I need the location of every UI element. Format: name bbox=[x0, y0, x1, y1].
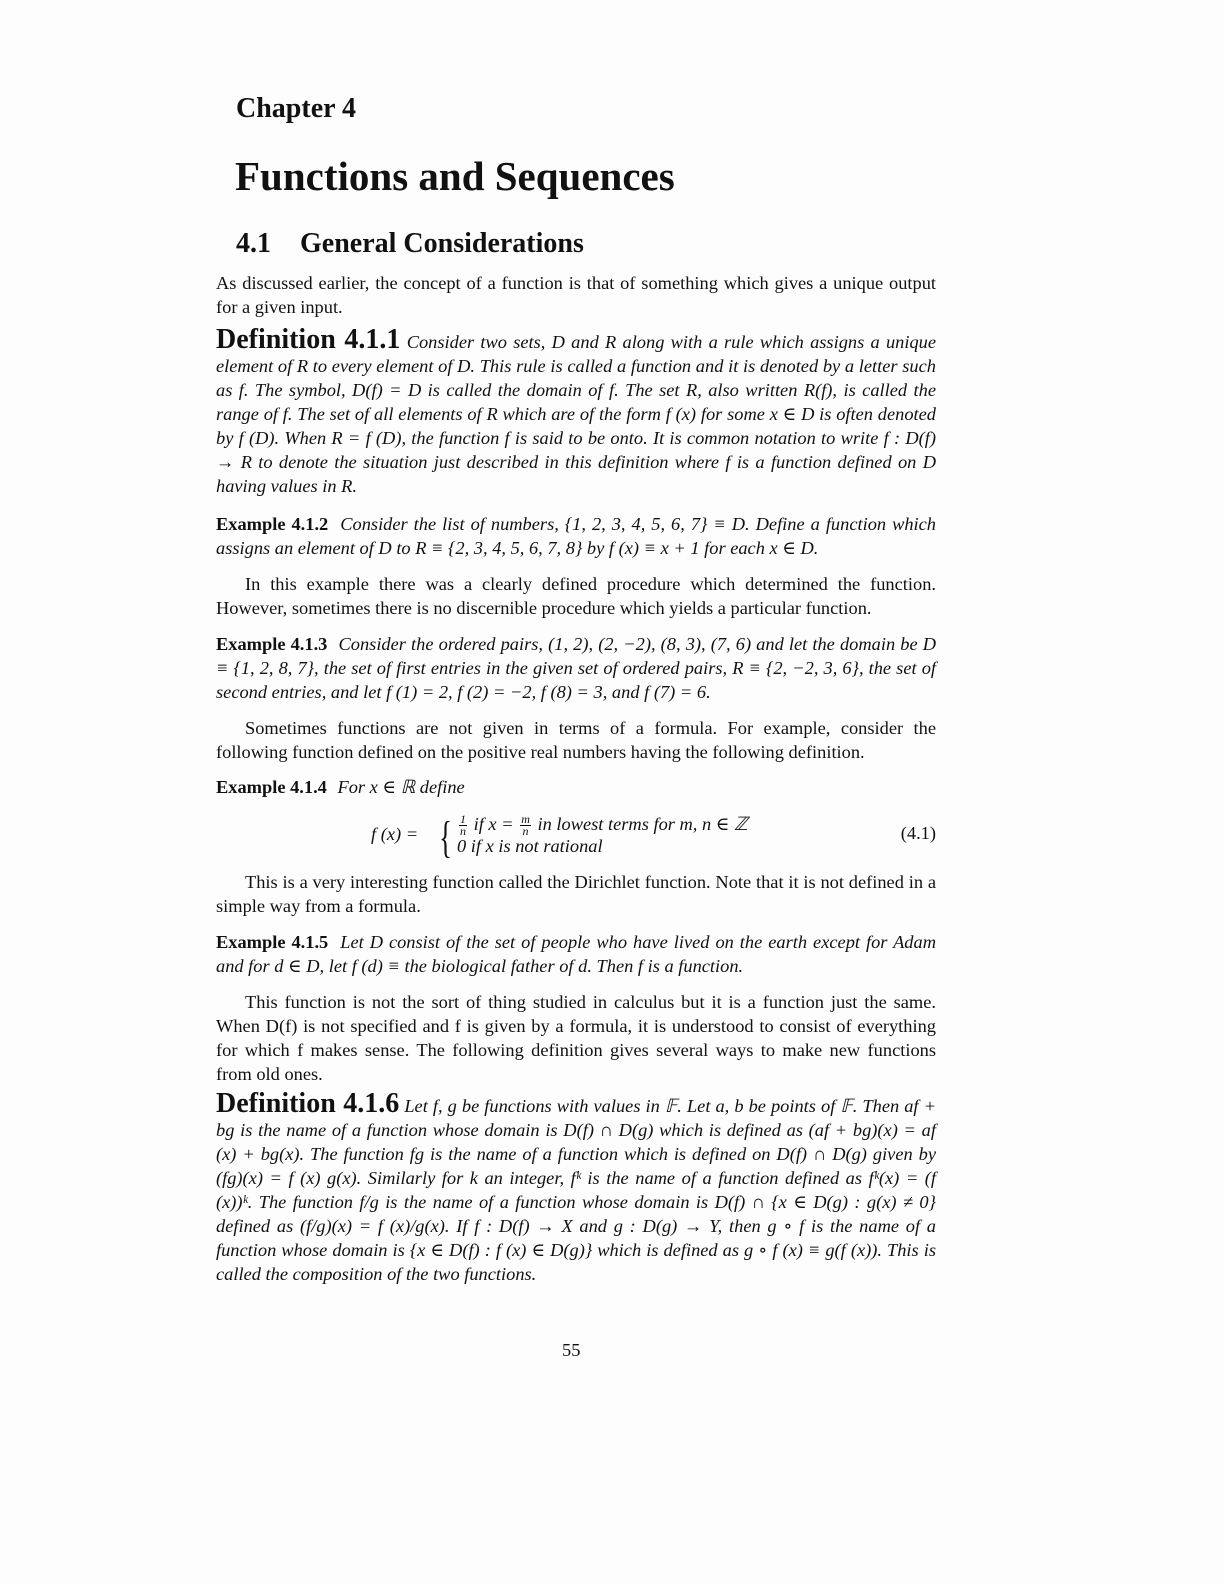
fraction bbox=[459, 814, 467, 837]
example-4-1-3 bbox=[216, 632, 936, 704]
chapter-label: Chapter 4 bbox=[236, 93, 357, 124]
paragraph: In this example there was a clearly defined procedure which determined the function. However, sometimes there is no discernible procedure which yields a particular function. bbox=[216, 574, 936, 618]
section-title: General Considerations bbox=[300, 228, 584, 259]
definition-heading: Definition 4.1.6 bbox=[216, 1088, 400, 1119]
example-body: Let D consist of the set of people who have lived on the earth except for Adam and for d ∈ D, let f (d) ≡ the biological father of d. Then f is a function. bbox=[216, 932, 936, 976]
page-number: 55 bbox=[562, 1340, 581, 1360]
paragraph: This is a very interesting function called the Dirichlet function. Note that it is not defined in a simple way from a formula. bbox=[216, 872, 936, 916]
definition-4-1-1 bbox=[216, 324, 936, 498]
example-4-1-4 bbox=[216, 775, 936, 799]
example-heading: Example 4.1.4 bbox=[216, 777, 327, 797]
chapter-title: Functions and Sequences bbox=[235, 153, 675, 199]
equation-4-1 bbox=[216, 812, 936, 864]
numerator: 1 bbox=[460, 812, 466, 827]
example-body: Consider the list of numbers, {1, 2, 3, 4, 5, 6, 7} ≡ D. Define a function which assigns an element of D to R ≡ {2, 3, 4, 5, 6, 7, 8} by f (x) ≡ x + 1 for each x ∈ D. bbox=[216, 514, 937, 558]
section-heading bbox=[236, 228, 584, 260]
equation-case-1 bbox=[457, 814, 748, 837]
denominator: n bbox=[522, 824, 529, 839]
numerator: m bbox=[521, 812, 530, 827]
example-heading: Example 4.1.3 bbox=[216, 634, 328, 654]
intro-paragraph: As discussed earlier, the concept of a function is that of something which gives a unique output for a given input. bbox=[216, 273, 936, 317]
equation-number: (4.1) bbox=[900, 823, 936, 843]
definition-heading: Definition 4.1.1 bbox=[216, 324, 401, 355]
definition-4-1-6 bbox=[216, 1088, 936, 1286]
example-body: For x ∈ ℝ define bbox=[337, 777, 465, 797]
example-body: Consider the ordered pairs, (1, 2), (2, −2), (8, 3), (7, 6) and let the domain be D ≡ {1, 2, 8, 7}, the set of first entries in the given set of ordered pairs, R ≡ {2, −2, 3, 6}, the set of second entries, and let f (1) = 2, f (2) = −2, f (8) = 3, and f (7) = 6. bbox=[216, 634, 936, 702]
left-brace: { bbox=[439, 813, 452, 862]
example-heading: Example 4.1.5 bbox=[216, 932, 329, 952]
equation-case-2: 0 if x is not rational bbox=[457, 836, 603, 856]
paragraph: This function is not the sort of thing studied in calculus but it is a function just the same. When D(f) is not specified and f is given by a formula, it is understood to consist of everything for which f makes sense. The following definition gives several ways to make new functions from old ones. bbox=[216, 992, 936, 1084]
definition-body: Consider two sets, D and R along with a rule which assigns a unique element of R to every element of D. This rule is called a function and it is denoted by a letter such as f. The symbol, D(f) = D is called the domain of f. The set R, also written R(f), is called the range of f. The set of all elements of R which are of the form f (x) for some x ∈ D is often denoted by f (D). When R = f (D), the function f is said to be onto. It is common notation to write f : D(f) → R to denote the situation just described in this definition where f is a function defined on D having values in R. bbox=[216, 332, 936, 496]
paragraph: Sometimes functions are not given in terms of a formula. For example, consider the following function defined on the positive real numbers having the following definition. bbox=[216, 718, 936, 762]
case-1-condition: if x = bbox=[473, 814, 514, 834]
example-heading: Example 4.1.2 bbox=[216, 514, 329, 534]
case-1-tail: in lowest terms for m, n ∈ ℤ bbox=[537, 814, 748, 834]
example-4-1-2 bbox=[216, 512, 936, 560]
definition-body: Let f, g be functions with values in 𝔽. Let a, b be points of 𝔽. Then af + bg is the name of a function whose domain is D(f) ∩ D(g) which is defined as (af + bg)(x) = af (x) + bg(x). The function fg is the name of a function which is defined on D(f) ∩ D(g) given by (fg)(x) = f (x) g(x). Similarly for k an integer, fᵏ is the name of a function defined as fᵏ(x) = (f (x))ᵏ. The function f/g is the name of a function whose domain is D(f) ∩ {x ∈ D(g) : g(x) ≠ 0} defined as (f/g)(x) = f (x)/g(x). If f : D(f) → X and g : D(g) → Y, then g ∘ f is the name of a function whose domain is {x ∈ D(f) : f (x) ∈ D(g)} which is defined as g ∘ f (x) ≡ g(f (x)). This is called the composition of the two functions. bbox=[216, 1096, 936, 1284]
example-4-1-5 bbox=[216, 930, 936, 978]
section-number: 4.1 bbox=[236, 228, 271, 259]
fraction bbox=[520, 814, 531, 837]
equation-lhs: f (x) = bbox=[371, 824, 419, 844]
denominator: n bbox=[460, 824, 466, 839]
